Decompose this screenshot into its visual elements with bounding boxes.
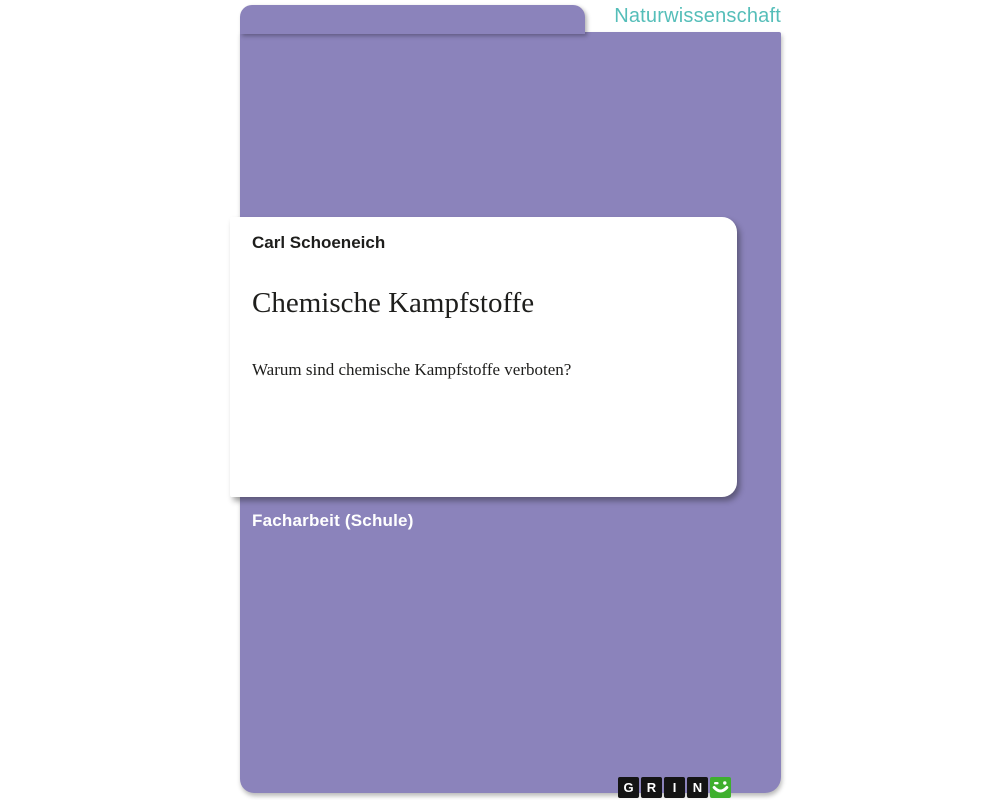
cover-top-tab — [240, 5, 585, 34]
document-title: Chemische Kampfstoffe — [252, 287, 535, 320]
document-subtitle: Warum sind chemische Kampfstoffe verboten? — [252, 360, 572, 380]
grin-logo — [618, 777, 731, 798]
logo-letter-g: G — [618, 777, 639, 798]
category-label: Naturwissenschaft — [614, 5, 781, 27]
title-card — [230, 217, 737, 497]
logo-letter-i: I — [664, 777, 685, 798]
smiley-icon — [710, 777, 731, 798]
author-name: Carl Schoeneich — [252, 233, 386, 252]
document-type-label: Facharbeit (Schule) — [252, 511, 414, 530]
logo-letter-n: N — [687, 777, 708, 798]
logo-letter-r: R — [641, 777, 662, 798]
